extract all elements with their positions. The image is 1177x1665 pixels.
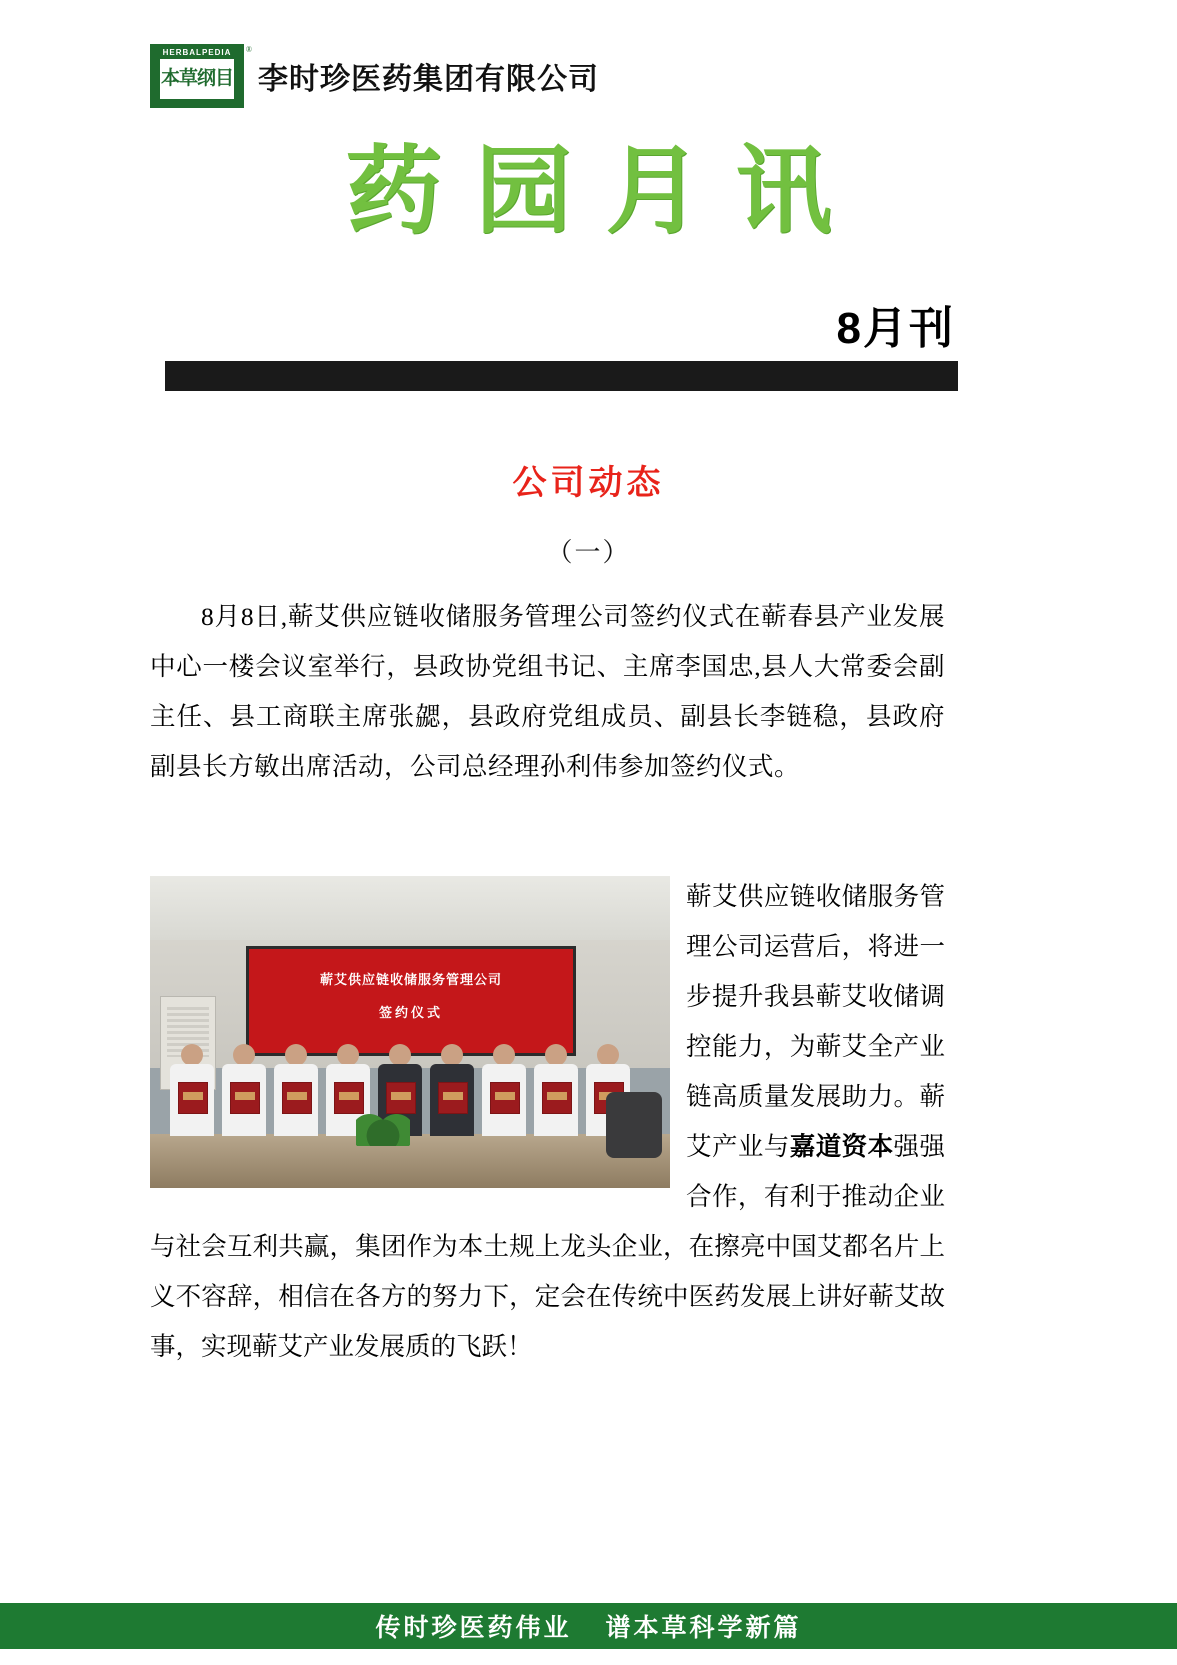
registered-mark-icon: ®: [245, 45, 252, 54]
title-divider-bar: [165, 361, 958, 391]
logo-brand-latin: HERBALPEDIA: [162, 48, 232, 57]
photo-conference-table: [150, 1134, 670, 1188]
company-logo: [150, 44, 252, 108]
photo-screen-line-1: 蕲艾供应链收储服务管理公司: [319, 972, 502, 987]
page-title: 药园月讯: [345, 138, 866, 245]
article-paragraph-2-emphasis: 嘉道资本: [789, 1132, 894, 1161]
footer-slogan-left: 传时珍医药伟业: [375, 1615, 572, 1642]
photo-people-row: [150, 1044, 670, 1136]
photo-screen-line-2: 签约仪式: [378, 1005, 443, 1020]
article-paragraph-2-lead: 蕲艾供应链收储服务管理公司运营后，将进一步提升我县蕲艾收储调控能力，为蕲艾全产业链高质量发展助力。蕲艾产业与: [686, 882, 945, 1161]
photo-plant: [356, 1112, 410, 1146]
figure-with-text: [150, 872, 945, 1372]
footer-slogan-right: 谱本草科学新篇: [605, 1615, 802, 1642]
photo-led-screen: [246, 946, 576, 1056]
footer-banner: [0, 1603, 1177, 1649]
section-title: 公司动态: [512, 465, 665, 502]
article-paragraph-1: 8月8日,蕲艾供应链收储服务管理公司签约仪式在蕲春县产业发展中心一楼会议室举行，县政协党组书记、主席李国忠,县人大常委会副主任、县工商联主席张勰，县政府党组成员、副县长李链稳，县政府副县长方敏出席活动，公司总经理孙利伟参加签约仪式。: [150, 602, 945, 781]
issue-label: 8月刊: [836, 304, 955, 353]
company-name: 李时珍医药集团有限公司: [258, 63, 599, 96]
logo-brand-cn: 本草纲目: [160, 59, 234, 99]
photo-ceiling: [150, 876, 670, 940]
page-footer: [0, 1593, 1177, 1665]
article-paragraph-2-rest: 强强合作，有利于推动企业与社会互利共赢，集团作为本土规上龙头企业，在擦亮中国艾都名片上义不容辞，相信在各方的努力下，定会在传统中医药发展上讲好蕲艾故事，实现蕲艾产业发展质的飞跃！: [150, 1132, 945, 1361]
footer-slogan: [375, 1608, 801, 1644]
masthead: [150, 44, 599, 108]
photo-chair: [606, 1092, 662, 1158]
subsection-number: （一）: [546, 538, 631, 567]
signing-ceremony-photo: [150, 876, 670, 1188]
